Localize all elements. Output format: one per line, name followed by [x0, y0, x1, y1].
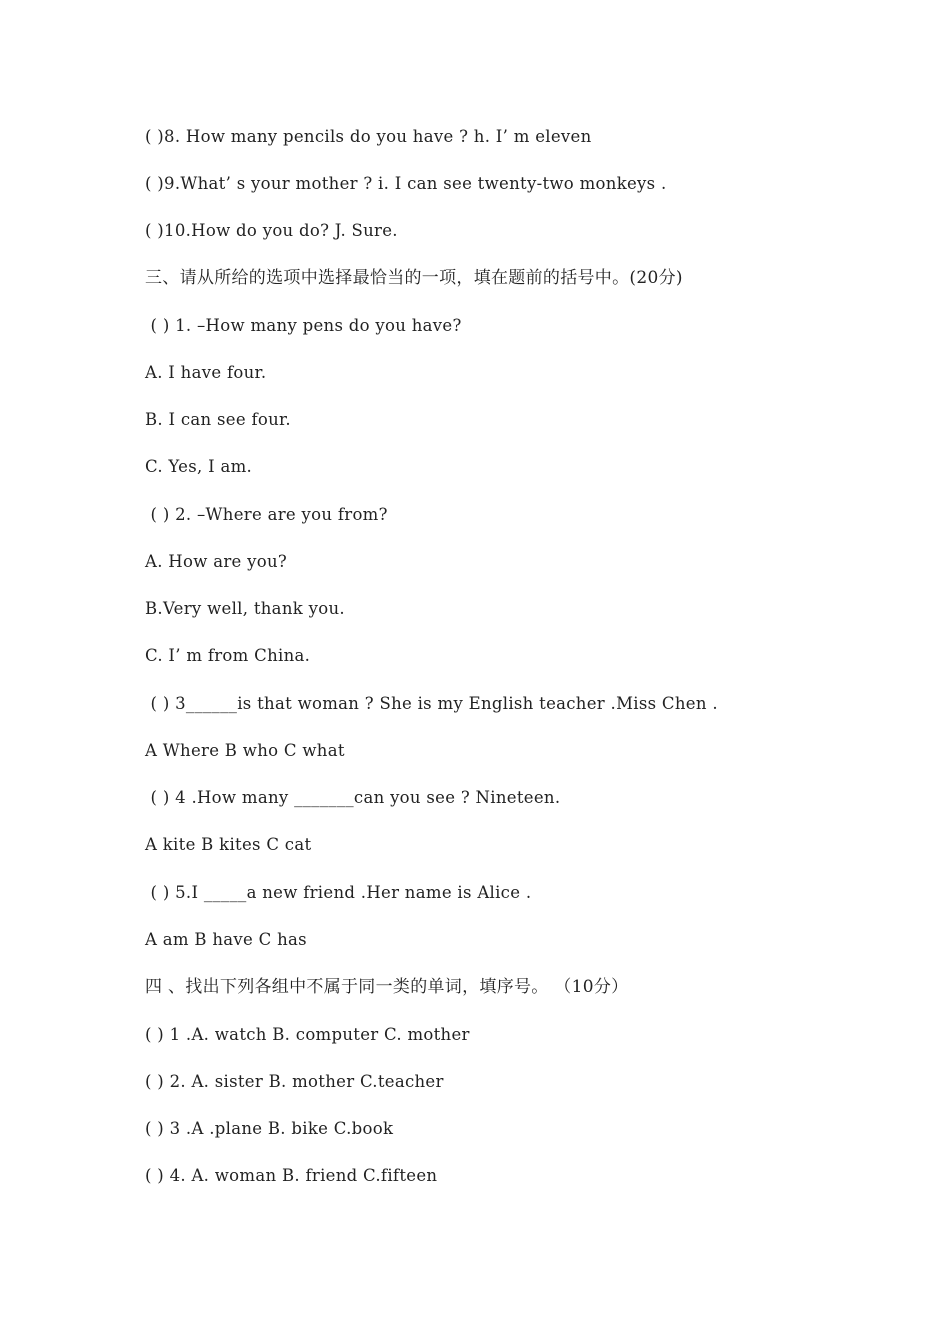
question-1-option-a: A. I have four. — [145, 363, 267, 382]
match-item-9: ( )9.What’ s your mother ? i. I can see twenty-two monkeys . — [145, 174, 667, 193]
section-4-heading: 四 、找出下列各组中不属于同一类的单词，填序号。 （10分） — [145, 977, 629, 997]
question-1-option-b: B. I can see four. — [145, 410, 291, 429]
question-1: ( ) 1. –How many pens do you have? — [145, 316, 462, 335]
odd-one-out-1: ( ) 1 .A. watch B. computer C. mother — [145, 1025, 470, 1044]
odd-one-out-3: ( ) 3 .A .plane B. bike C.book — [145, 1119, 394, 1138]
question-5: ( ) 5.I _____a new friend .Her name is Alice . — [145, 883, 532, 902]
question-2-option-c: C. I’ m from China. — [145, 646, 311, 665]
question-5-options: A am B have C has — [145, 930, 307, 949]
question-3-options: A Where B who C what — [145, 741, 345, 760]
question-2: ( ) 2. –Where are you from? — [145, 505, 388, 524]
question-2-option-b: B.Very well, thank you. — [145, 599, 345, 618]
match-item-8: ( )8. How many pencils do you have ? h. I’ m eleven — [145, 127, 592, 146]
question-4-options: A kite B kites C cat — [145, 835, 312, 854]
question-3: ( ) 3______is that woman ? She is my English teacher .Miss Chen . — [145, 694, 718, 713]
question-1-option-c: C. Yes, I am. — [145, 457, 253, 476]
match-item-10: ( )10.How do you do? J. Sure. — [145, 221, 398, 240]
question-4: ( ) 4 .How many _______can you see ? Nineteen. — [145, 788, 561, 807]
odd-one-out-4: ( ) 4. A. woman B. friend C.fifteen — [145, 1166, 438, 1185]
question-2-option-a: A. How are you? — [145, 552, 288, 571]
odd-one-out-2: ( ) 2. A. sister B. mother C.teacher — [145, 1072, 444, 1091]
section-3-heading: 三、请从所给的选项中选择最恰当的一项，填在题前的括号中。(20分) — [145, 268, 683, 288]
